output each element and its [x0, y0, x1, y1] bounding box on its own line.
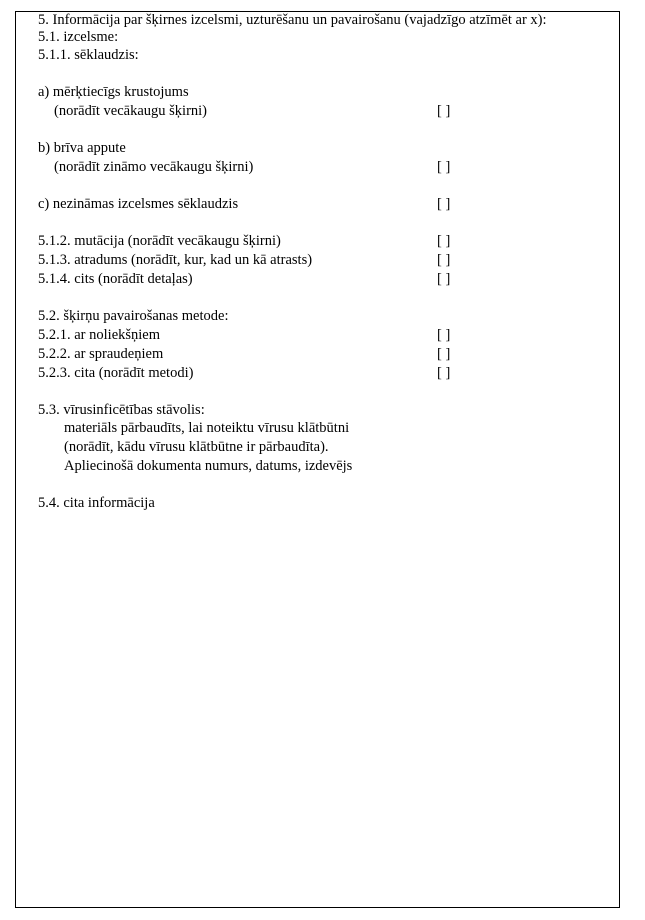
cuttings-label: 5.2.2. ar spraudeņiem: [38, 346, 164, 362]
targeted-cross-label: a) mērķtiecīgs krustojums: [38, 84, 189, 100]
virus-status-heading: 5.3. vīrusinficētības stāvolis:: [38, 402, 205, 418]
section-title: 5. Informācija par šķirnes izcelsmi, uzturēšanu un pavairošanu (vajadzīgo atzīmēt ar x):: [38, 12, 547, 28]
open-pollination-checkbox[interactable]: [ ]: [437, 159, 451, 175]
unknown-origin-label: c) nezināmas izcelsmes sēklaudzis: [38, 196, 239, 212]
seedling-heading: 5.1.1. sēklaudzis:: [38, 47, 139, 63]
other-origin-checkbox[interactable]: [ ]: [437, 271, 451, 287]
targeted-cross-note: (norādīt vecākaugu šķirni): [54, 103, 208, 119]
found-checkbox[interactable]: [ ]: [437, 252, 451, 268]
other-method-label: 5.2.3. cita (norādīt metodi): [38, 365, 194, 381]
other-information-label: 5.4. cita informācija: [38, 495, 155, 511]
virus-status-line-3: Apliecinošā dokumenta numurs, datums, izdevējs: [64, 458, 353, 474]
targeted-cross-checkbox[interactable]: [ ]: [437, 103, 451, 119]
origin-heading: 5.1. izcelsme:: [38, 29, 119, 45]
found-label: 5.1.3. atradums (norādīt, kur, kad un kā atrasts): [38, 252, 313, 268]
virus-status-line-2: (norādīt, kādu vīrusu klātbūtne ir pārbaudīta).: [64, 439, 329, 455]
open-pollination-label: b) brīva appute: [38, 140, 126, 156]
other-method-checkbox[interactable]: [ ]: [437, 365, 451, 381]
layering-label: 5.2.1. ar noliekšņiem: [38, 327, 161, 343]
cuttings-checkbox[interactable]: [ ]: [437, 346, 451, 362]
virus-status-line-1: materiāls pārbaudīts, lai noteiktu vīrusu klātbūtni: [64, 420, 350, 436]
mutation-checkbox[interactable]: [ ]: [437, 233, 451, 249]
layering-checkbox[interactable]: [ ]: [437, 327, 451, 343]
unknown-origin-checkbox[interactable]: [ ]: [437, 196, 451, 212]
form-section-5: [15, 11, 620, 908]
other-origin-label: 5.1.4. cits (norādīt detaļas): [38, 271, 193, 287]
open-pollination-note: (norādīt zināmo vecākaugu šķirni): [54, 159, 254, 175]
mutation-label: 5.1.2. mutācija (norādīt vecākaugu šķirni): [38, 233, 281, 249]
propagation-heading: 5.2. šķirņu pavairošanas metode:: [38, 308, 229, 324]
